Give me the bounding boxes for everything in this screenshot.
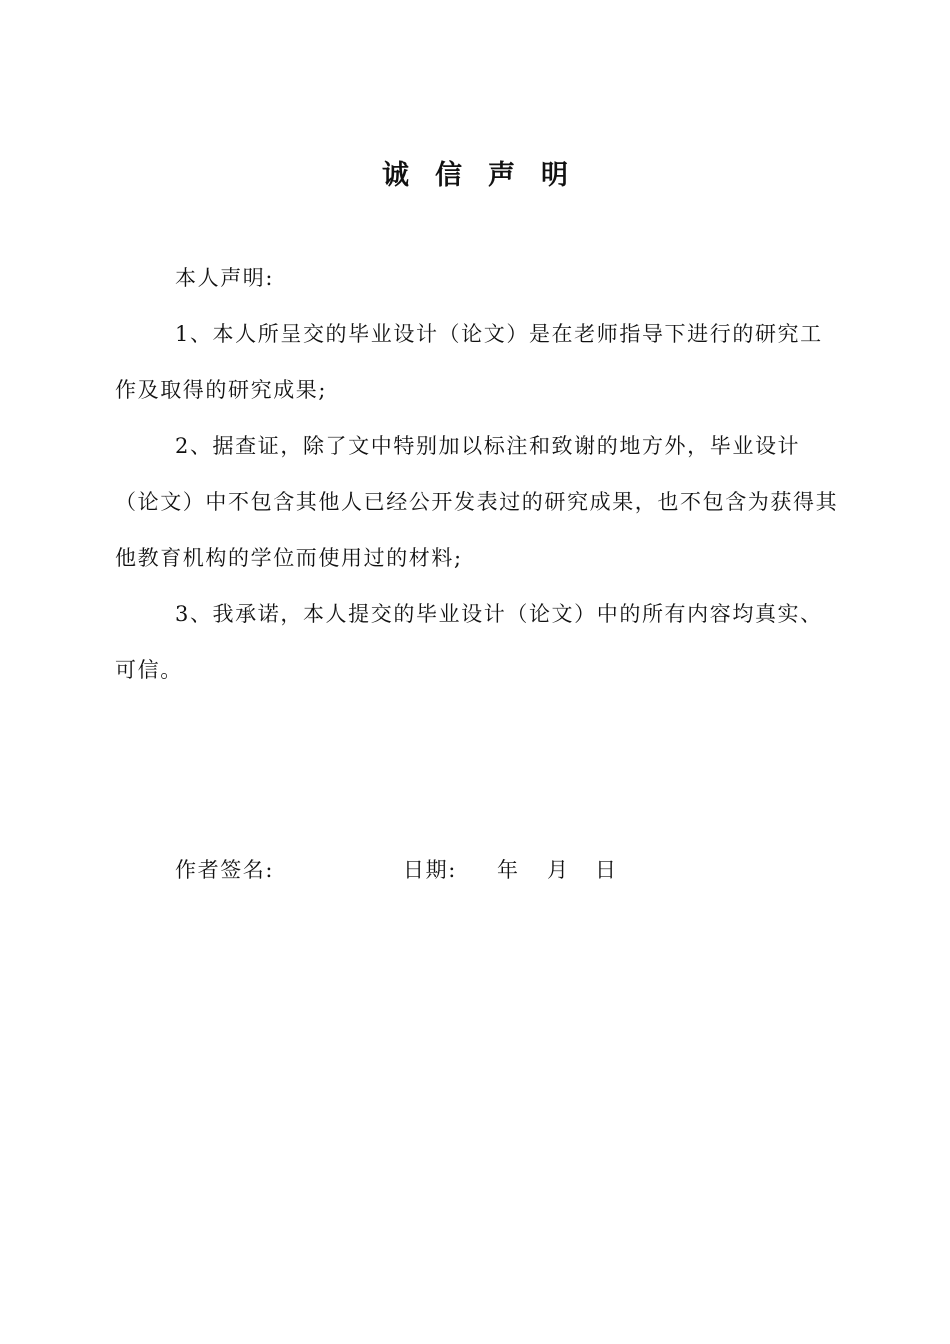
declaration-body xyxy=(115,250,840,698)
clause-1: 1、本人所呈交的毕业设计（论文）是在老师指导下进行的研究工作及取得的研究成果; xyxy=(115,322,823,402)
clause-3: 3、我承诺，本人提交的毕业设计（论文）中的所有内容均真实、可信。 xyxy=(115,602,823,682)
year-label: 年 xyxy=(497,858,520,882)
signature-line xyxy=(175,850,775,890)
month-label: 月 xyxy=(547,858,570,882)
clause-2: 2、据查证，除了文中特别加以标注和致谢的地方外，毕业设计（论文）中不包含其他人已经公开发表过的研究成果，也不包含为获得其他教育机构的学位而使用过的材料; xyxy=(115,434,839,570)
intro-paragraph: 本人声明: xyxy=(175,266,275,290)
page-title: 诚信声明 xyxy=(382,160,594,191)
day-label: 日 xyxy=(595,858,618,882)
author-signature-label: 作者签名: xyxy=(175,858,275,882)
date-label: 日期: xyxy=(403,858,457,882)
